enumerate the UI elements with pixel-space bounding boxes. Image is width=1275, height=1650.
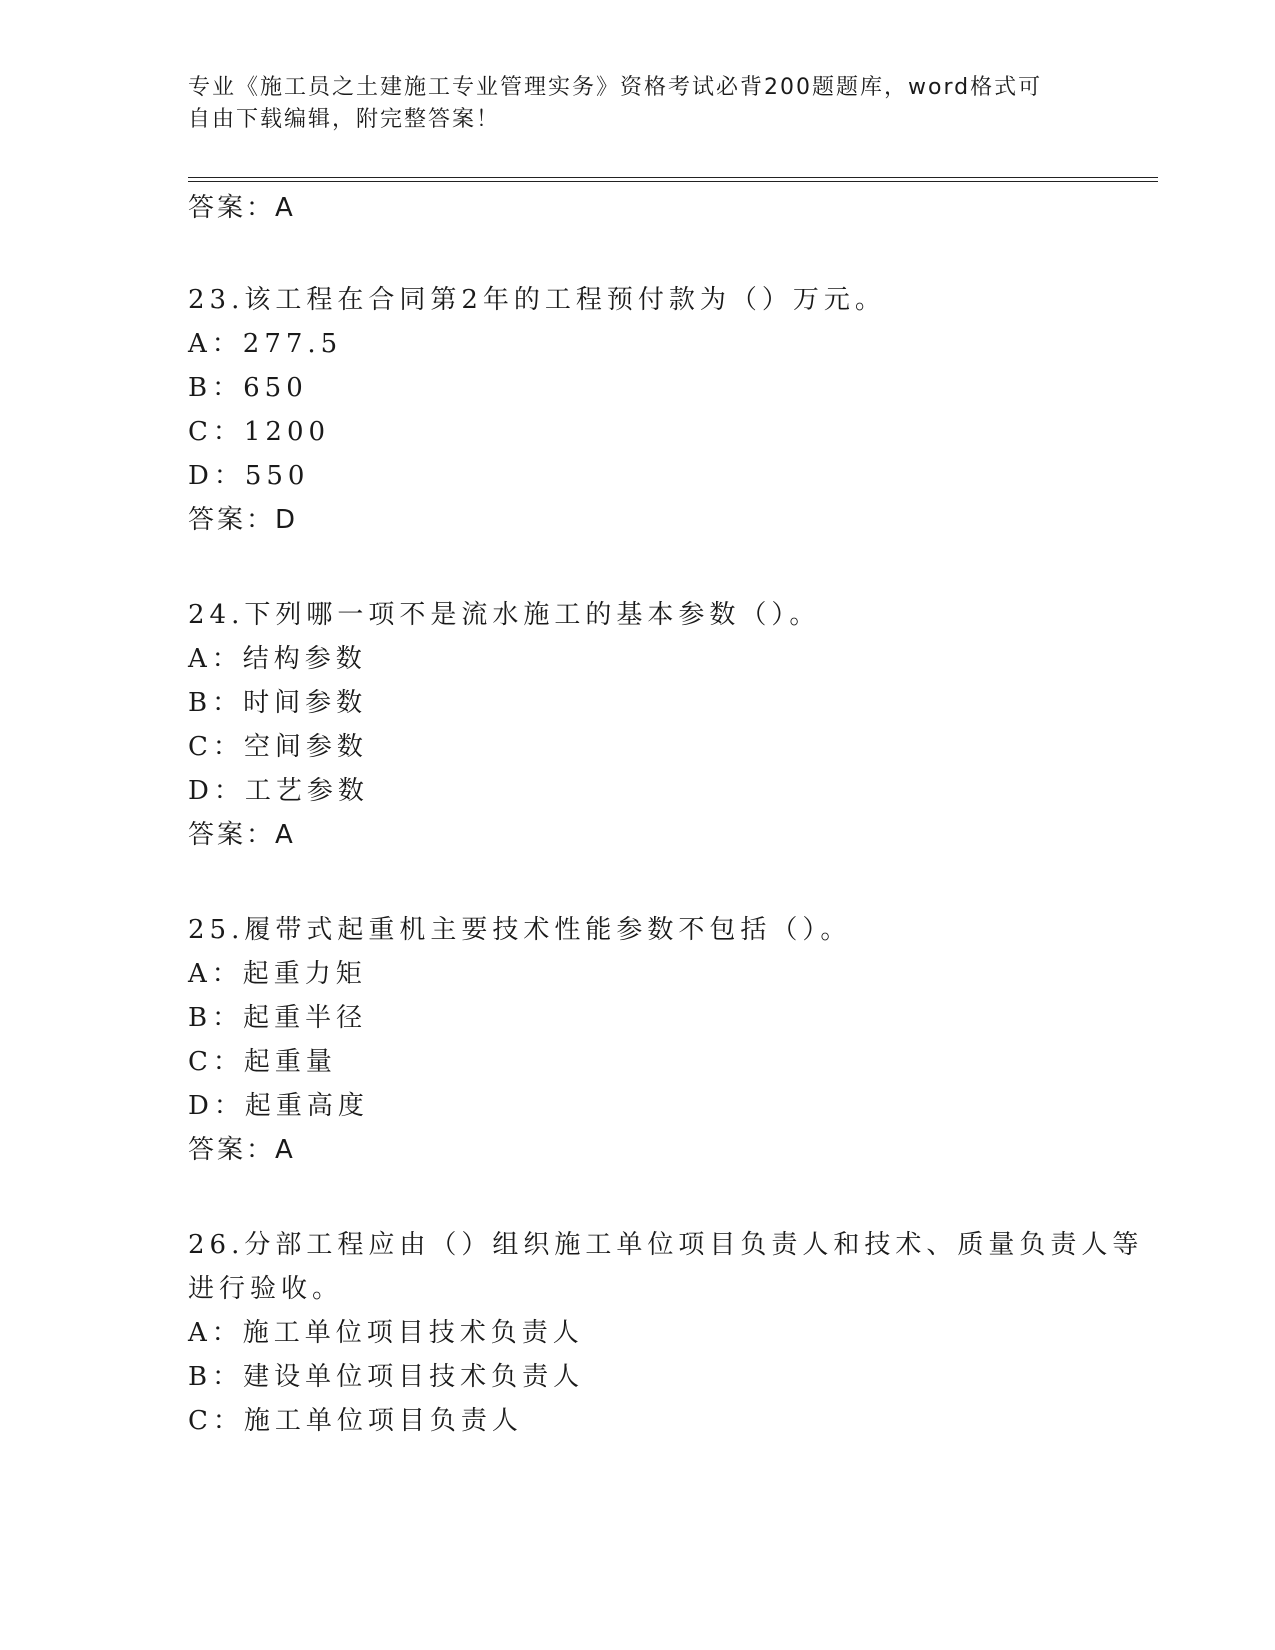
question-23-answer: 答案：D bbox=[188, 505, 299, 535]
question-23-option-b: B：650 bbox=[188, 373, 308, 403]
header-rule-bottom bbox=[188, 181, 1158, 182]
question-23-option-c: C：1200 bbox=[188, 417, 331, 447]
question-24-answer: 答案：A bbox=[188, 820, 296, 850]
question-23-option-a: A：277.5 bbox=[188, 329, 343, 359]
question-24-option-c: C：空间参数 bbox=[188, 732, 368, 762]
question-26-option-b: B：建设单位项目技术负责人 bbox=[188, 1362, 585, 1392]
header-title-line-2: 自由下载编辑，附完整答案！ bbox=[188, 107, 501, 132]
question-24-stem: 24.下列哪一项不是流水施工的基本参数（）。 bbox=[188, 600, 821, 630]
question-25-option-d: D：起重高度 bbox=[188, 1091, 369, 1121]
question-25-option-c: C：起重量 bbox=[188, 1047, 337, 1077]
question-26-stem-line-1: 26.分部工程应由（）组织施工单位项目负责人和技术、质量负责人等 bbox=[188, 1230, 1144, 1260]
question-23-option-d: D：550 bbox=[188, 461, 310, 491]
question-26-option-a: A：施工单位项目技术负责人 bbox=[188, 1318, 584, 1348]
question-26-stem-line-2: 进行验收。 bbox=[188, 1274, 344, 1304]
question-25-answer: 答案：A bbox=[188, 1135, 296, 1165]
header-title-line-1: 专业《施工员之土建施工专业管理实务》资格考试必背200题题库，word格式可 bbox=[188, 75, 1043, 100]
question-26-option-c: C：施工单位项目负责人 bbox=[188, 1406, 523, 1436]
answer-previous: 答案：A bbox=[188, 193, 296, 223]
header-rule-top bbox=[188, 177, 1158, 178]
question-24-option-b: B：时间参数 bbox=[188, 688, 368, 718]
question-24-option-a: A：结构参数 bbox=[188, 644, 367, 674]
question-24-option-d: D：工艺参数 bbox=[188, 776, 369, 806]
question-25-option-a: A：起重力矩 bbox=[188, 959, 367, 989]
question-25-stem: 25.履带式起重机主要技术性能参数不包括（）。 bbox=[188, 915, 852, 945]
question-25-option-b: B：起重半径 bbox=[188, 1003, 368, 1033]
question-23-stem: 23.该工程在合同第2年的工程预付款为（）万元。 bbox=[188, 285, 886, 315]
